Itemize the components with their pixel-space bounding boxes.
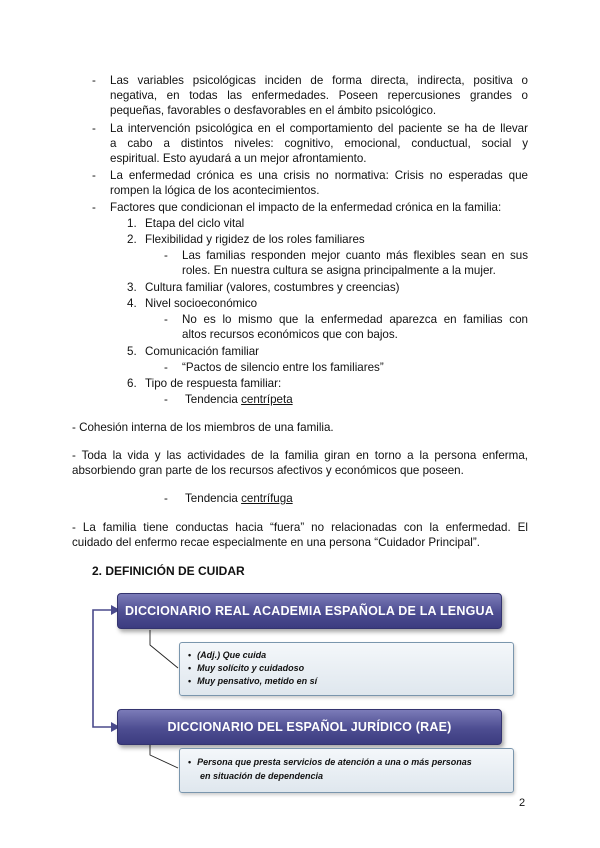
centrifuga-word: centrífuga xyxy=(241,492,293,505)
factor-sub-line: Las familias responden mejor cuanto más flexibles sean en sus xyxy=(182,249,528,262)
bullet-2-line-1: La intervención psicológica en el comportamiento del paciente se ha de llevar xyxy=(110,122,528,135)
bullet-dash: - xyxy=(92,201,96,214)
sub-dash: - xyxy=(164,249,168,262)
sub-dash: - xyxy=(164,313,168,326)
factor-label: Comunicación familiar xyxy=(145,345,260,358)
bullet-dash: - xyxy=(92,74,96,87)
bullet-3-line-2: rompen la lógica de los acontecimientos. xyxy=(110,184,320,197)
cohesion-text: - Cohesión interna de los miembros de una familia. xyxy=(72,421,334,434)
factor-label: Cultura familiar (valores, costumbres y creencias) xyxy=(145,281,400,294)
factor-label: Tipo de respuesta familiar: xyxy=(145,377,282,390)
definition-item: • (Adj.) Que cuida xyxy=(188,649,266,661)
factor-label: Flexibilidad y rigidez de los roles familiares xyxy=(145,233,365,246)
bullet-2-line-3: espiritual. Esto ayudará a un mejor afrontamiento. xyxy=(110,152,367,165)
factor-sub-line: altos recursos económicos que con bajos. xyxy=(182,328,398,341)
bullet-1-line-1: Las variables psicológicas inciden de forma directa, indirecta, positiva o xyxy=(110,74,528,87)
bullet-dash: - xyxy=(92,169,96,182)
legal-dictionary-header: DICCIONARIO DEL ESPAÑOL JURÍDICO (RAE) xyxy=(117,709,502,745)
fuera-line-1: - La familia tiene conductas hacia “fuera” no relacionadas con la enfermedad. El xyxy=(72,521,528,534)
factor-sub-line: “Pactos de silencio entre los familiares” xyxy=(182,361,384,374)
bullet-3-line-1: La enfermedad crónica es una crisis no normativa: Crisis no esperadas que xyxy=(110,169,528,182)
sub-dash: - xyxy=(164,393,168,406)
bullet-dash: - xyxy=(92,122,96,135)
definition-item-continued xyxy=(200,770,323,782)
factor-number: 4. xyxy=(127,297,137,310)
bullet-2-line-2: a cabo a distintos niveles: cognitivo, emocional, conductual, social y xyxy=(110,137,528,150)
vida-line-1: - Toda la vida y las actividades de la familia giran en torno a la persona enferma, xyxy=(72,449,528,462)
factor-number: 6. xyxy=(127,377,137,390)
factor-number: 1. xyxy=(127,217,137,230)
leader-line xyxy=(150,745,178,768)
tendencia-prefix: Tendencia xyxy=(185,393,242,406)
legal-definition-box xyxy=(179,748,514,793)
factor-label: Etapa del ciclo vital xyxy=(145,217,245,230)
centripeta-word: centrípeta xyxy=(241,393,293,406)
leader-line xyxy=(150,630,178,668)
definition-item: • Muy solícito y cuidadoso xyxy=(188,662,304,674)
factor-label: Nivel socioeconómico xyxy=(145,297,258,310)
factor-number: 3. xyxy=(127,281,137,294)
factor-sub-line: No es lo mismo que la enfermedad aparezca en familias con xyxy=(182,313,528,326)
definition-item-text: en situación de dependencia xyxy=(200,771,324,781)
tendencia-prefix: Tendencia xyxy=(185,492,242,505)
definition-item: • Muy pensativo, metido en sí xyxy=(188,675,317,687)
bullet-4-line-1: Factores que condicionan el impacto de la enfermedad crónica en la familia: xyxy=(110,201,502,214)
sub-dash: - xyxy=(164,361,168,374)
factor-number: 5. xyxy=(127,345,137,358)
rae-definition-box xyxy=(179,642,514,696)
section-heading: 2. DEFINICIÓN DE CUIDAR xyxy=(92,564,245,578)
sub-dash: - xyxy=(164,492,168,505)
page-number: 2 xyxy=(519,797,526,809)
vida-line-2: absorbiendo gran parte de los recursos afectivos y económicos que poseen. xyxy=(72,464,464,477)
fuera-line-2: cuidado del enfermo recae especialmente en una persona “Cuidador Principal”. xyxy=(72,536,480,549)
factor-number: 2. xyxy=(127,233,137,246)
connector-line xyxy=(93,610,113,727)
definition-item: • Persona que presta servicios de atención a una o más personas xyxy=(188,756,472,768)
bullet-1-line-2: negativa, en todas las enfermedades. Poseen repercusiones grandes o xyxy=(110,89,528,102)
rae-dictionary-header: DICCIONARIO REAL ACADEMIA ESPAÑOLA DE LA LENGUA xyxy=(117,593,502,629)
bullet-1-line-3: pequeñas, favorables o desfavorables en el ámbito psicológico. xyxy=(110,104,437,117)
factor-sub-line: roles. En nuestra cultura se asigna principalmente a la mujer. xyxy=(182,264,496,277)
